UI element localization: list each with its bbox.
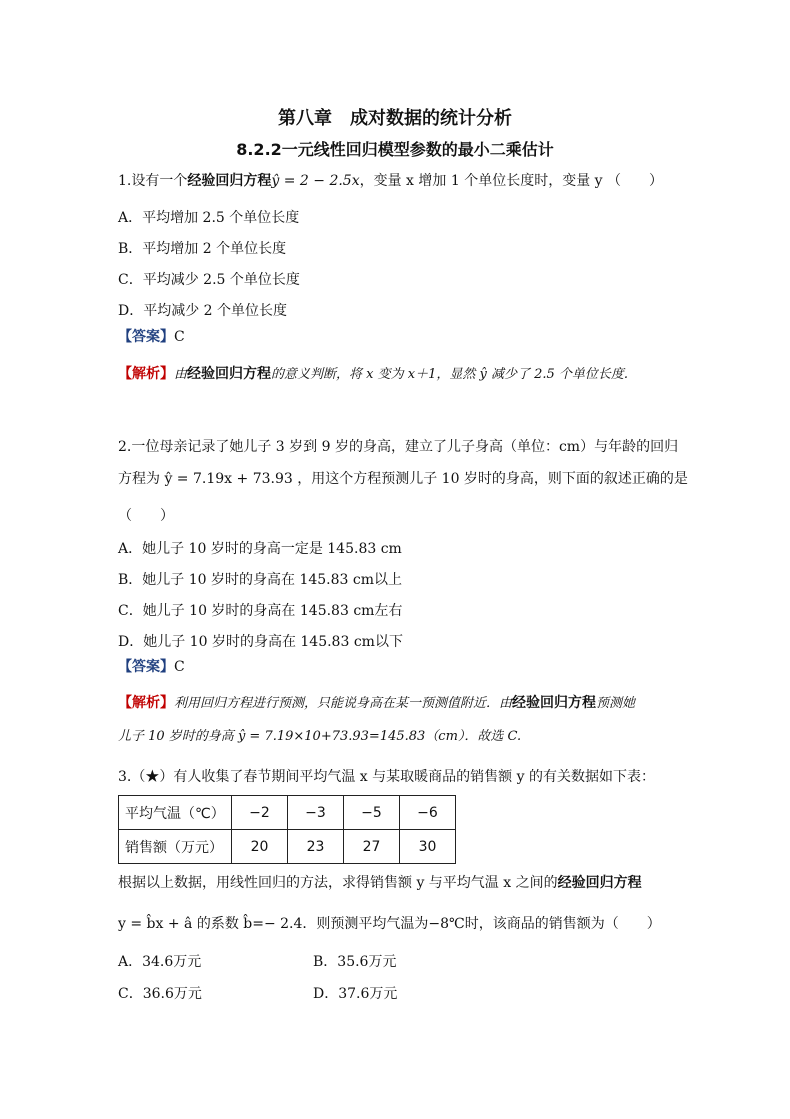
q1-analysis-bold: 经验回归方程 (187, 366, 272, 382)
table-row-header: 销售额（万元） (119, 830, 232, 864)
q2-analysis-label: 【解析】 (118, 695, 174, 711)
q1-stem (118, 170, 663, 190)
q1-analysis (118, 363, 628, 383)
q1-option-a: A．平均增加 2.5 个单位长度 (118, 210, 300, 226)
table-cell: −5 (344, 796, 400, 830)
q2-answer-value: C (174, 659, 185, 675)
q1-equation: ŷ = 2 − 2.5x (271, 173, 360, 189)
table-cell: 27 (344, 830, 400, 864)
data-table (118, 795, 456, 864)
table-cell: −3 (288, 796, 344, 830)
q3-option-d: D．37.6万元 (313, 986, 398, 1002)
q2-option-c: C．她儿子 10 岁时的身高在 145.83 cm左右 (118, 603, 403, 619)
q1-option-d: D．平均减少 2 个单位长度 (118, 303, 288, 319)
table-row (119, 830, 456, 864)
q2-analysis-line2: 儿子 10 岁时的身高 ŷ = 7.19×10+73.93=145.83（cm）．故选 C. (118, 729, 522, 744)
q2-analysis-a: 利用回归方程进行预测，只能说身高在某一预测值附近．由 (174, 696, 513, 711)
q3-option-b: B．35.6万元 (313, 954, 397, 970)
q3-after-a: 根据以上数据，用线性回归的方法，求得销售额 y 与平均气温 x 之间的 (118, 875, 558, 891)
q1-stem-bold: 经验回归方程 (187, 173, 272, 189)
q1-stem-part-a: 1.设有一个 (118, 173, 188, 189)
q2-analysis-line1 (118, 692, 635, 712)
table-cell: 30 (400, 830, 456, 864)
q3-after-bold: 经验回归方程 (557, 875, 642, 891)
q3-after-line2: y = b̂x + â 的系数 b̂=− 2.4．则预测平均气温为−8℃时，该商品的销售额为（ ） (118, 916, 661, 932)
chapter-title: 第八章 成对数据的统计分析 (278, 108, 512, 129)
q3-after-table (118, 872, 642, 892)
q2-analysis-bold: 经验回归方程 (512, 695, 597, 711)
q3-stem: 3.（★）有人收集了春节期间平均气温 x 与某取暖商品的销售额 y 的有关数据如下表： (118, 769, 655, 785)
q2-answer-label: 【答案】 (118, 659, 174, 675)
q2-answer (118, 656, 185, 676)
table-cell: 20 (232, 830, 288, 864)
q1-answer-label: 【答案】 (118, 329, 174, 345)
q1-option-b: B．平均增加 2 个单位长度 (118, 241, 287, 257)
q1-analysis-b: 的意义判断，将 x 变为 x＋1，显然 ŷ 减少了 2.5 个单位长度. (271, 367, 629, 382)
q1-option-c: C．平均减少 2.5 个单位长度 (118, 272, 300, 288)
table-cell: −2 (232, 796, 288, 830)
q1-answer-value: C (174, 329, 185, 345)
q2-stem-line1: 2.一位母亲记录了她儿子 3 岁到 9 岁的身高，建立了儿子身高（单位：cm）与年龄的回归 (118, 439, 679, 455)
q2-option-b: B．她儿子 10 岁时的身高在 145.83 cm以上 (118, 572, 403, 588)
q3-option-a: A．34.6万元 (118, 954, 202, 970)
q1-stem-part-b: ，变量 x 增加 1 个单位长度时，变量 y （ ） (359, 173, 664, 189)
table-cell: 23 (288, 830, 344, 864)
section-title: 8.2.2一元线性回归模型参数的最小二乘估计 (236, 140, 554, 159)
table-row-header: 平均气温（℃） (119, 796, 232, 830)
q1-answer (118, 326, 185, 346)
q2-analysis-b: 预测她 (596, 696, 636, 711)
q2-option-d: D．她儿子 10 岁时的身高在 145.83 cm以下 (118, 634, 403, 650)
q2-option-a: A．她儿子 10 岁时的身高一定是 145.83 cm (118, 541, 402, 557)
table-row (119, 796, 456, 830)
q1-analysis-a: 由 (174, 367, 188, 382)
q1-analysis-label: 【解析】 (118, 366, 174, 382)
table-cell: −6 (400, 796, 456, 830)
q2-stem-line3: （ ） (118, 508, 174, 524)
q3-option-c: C．36.6万元 (118, 986, 202, 1002)
q2-stem-line2: 方程为 ŷ = 7.19x + 73.93 ，用这个方程预测儿子 10 岁时的身高，则下面的叙述正确的是 (118, 471, 688, 487)
